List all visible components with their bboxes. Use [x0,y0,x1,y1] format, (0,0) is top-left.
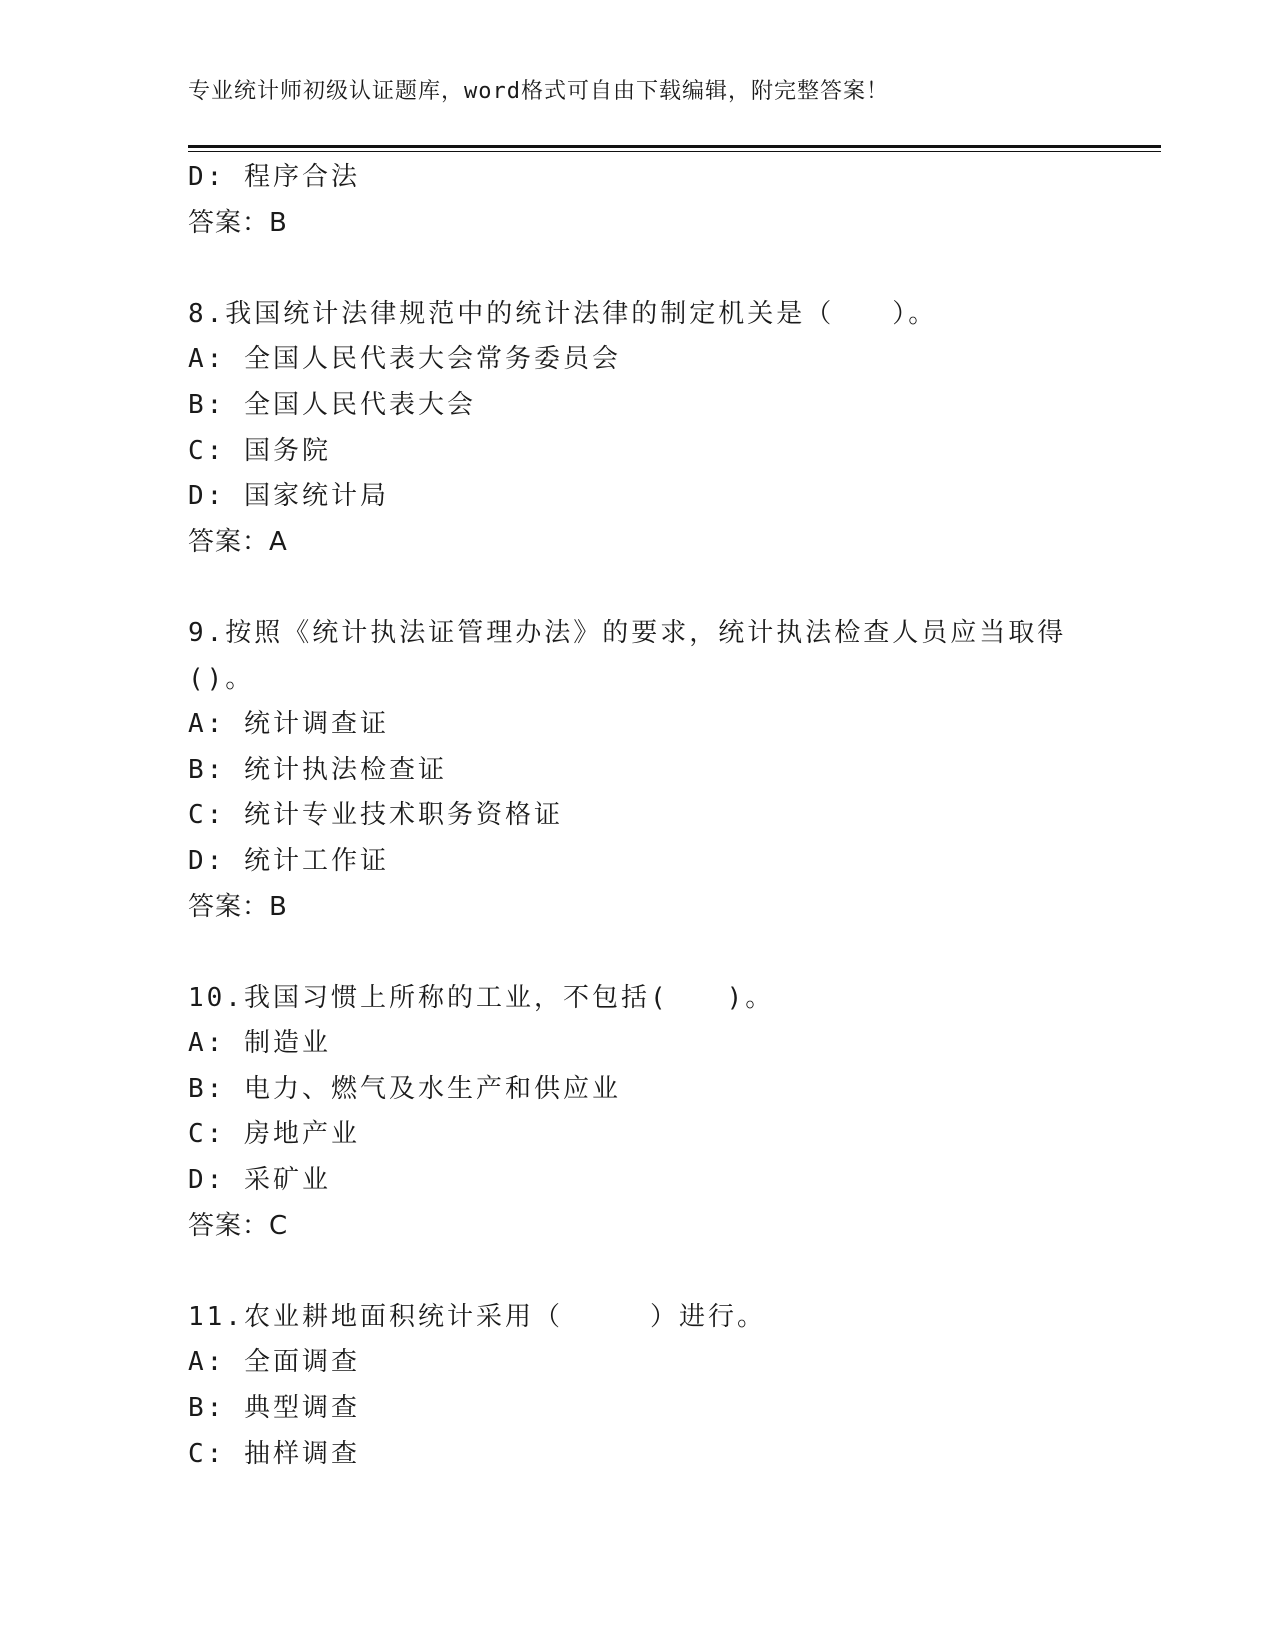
question-block [188,1295,1088,1477]
question-stem-line-2: ()。 [188,663,255,694]
option-d: D: 采矿业 [188,1165,331,1196]
option-b: B: 电力、燃气及水生产和供应业 [188,1073,621,1104]
answer-line: 答案：B [188,207,288,238]
option-a: A: 制造业 [188,1028,331,1059]
option-c: C: 房地产业 [188,1119,360,1150]
option-c: C: 统计专业技术职务资格证 [188,800,563,831]
option-d: D: 统计工作证 [188,845,389,876]
answer-line: 答案：C [188,1210,289,1241]
option-b: B: 统计执法检查证 [188,754,447,785]
option-a: A: 全国人民代表大会常务委员会 [188,344,621,375]
answer-line: 答案：B [188,891,288,922]
question-block [188,292,1088,566]
option-d: D: 国家统计局 [188,481,389,512]
option-b: B: 全国人民代表大会 [188,389,476,420]
question-block [188,976,1088,1250]
spacer [188,565,1088,611]
question-stem: 11.农业耕地面积统计采用（ ）进行。 [188,1301,766,1332]
option-d: D: 程序合法 [188,162,360,192]
option-c: C: 抽样调查 [188,1438,360,1469]
option-a: A: 全面调查 [188,1347,360,1378]
question-stem: 8.我国统计法律规范中的统计法律的制定机关是（ ）。 [188,298,938,329]
option-b: B: 典型调查 [188,1393,360,1424]
header-rule-thin [188,151,1161,152]
question-block [188,611,1088,930]
option-a: A: 统计调查证 [188,709,389,740]
spacer [188,1249,1088,1295]
spacer [188,246,1088,292]
header-rule-thick [188,145,1161,148]
answer-line: 答案：A [188,526,288,557]
option-c: C: 国务院 [188,435,331,466]
spacer [188,930,1088,976]
question-stem: 10.我国习惯上所称的工业，不包括( )。 [188,982,775,1013]
question-content [188,155,1088,1477]
question-stem-line-1: 9.按照《统计执法证管理办法》的要求，统计执法检查人员应当取得 [188,617,1067,648]
header-note: 专业统计师初级认证题库，word格式可自由下载编辑，附完整答案！ [188,79,889,104]
